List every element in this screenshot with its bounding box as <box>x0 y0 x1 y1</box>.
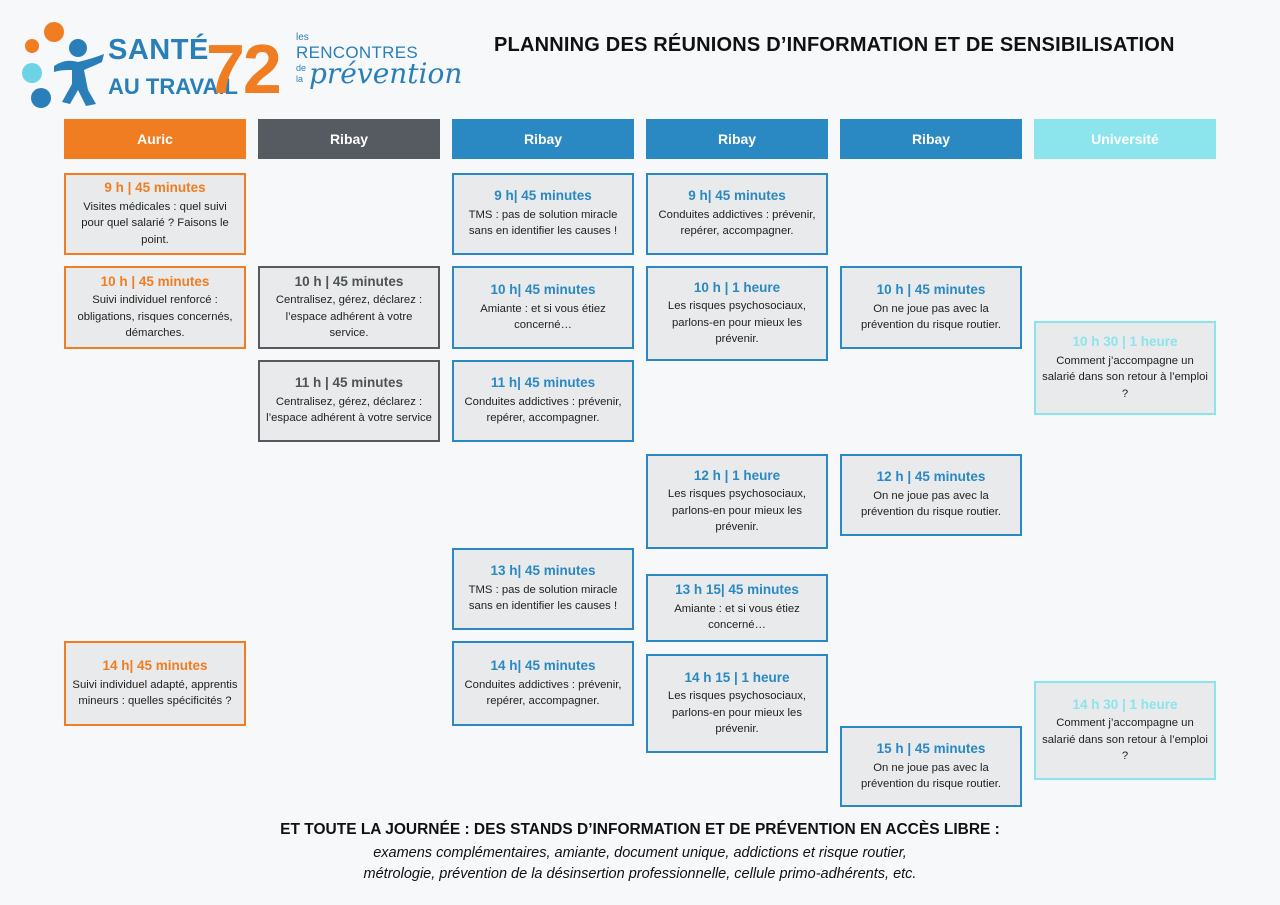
session-desc: Les risques psychosociaux, parlons-en pour mieux les prévenir. <box>667 300 807 346</box>
column-header-auric: Auric <box>64 119 246 159</box>
footer-title: ET TOUTE LA JOURNÉE : DES STANDS D’INFORMATION ET DE PRÉVENTION EN ACCÈS LIBRE : <box>280 821 1000 838</box>
session-time: 15 h | 45 minutes <box>876 740 986 756</box>
session-time: 12 h | 45 minutes <box>876 469 986 485</box>
session-time: 14 h| 45 minutes <box>102 657 208 673</box>
session-time: 11 h| 45 minutes <box>490 375 596 391</box>
session-time: 9 h | 45 minutes <box>104 180 206 195</box>
session-desc: Suivi individuel adapté, apprentis mineurs : quelles spécificités ? <box>72 678 238 707</box>
logo-travail-text: AU TRAVAIL <box>108 74 238 99</box>
logo-sante-text: SANTÉ <box>108 34 209 66</box>
session-card <box>646 574 828 642</box>
column-header-ribay-gray: Ribay <box>258 119 440 159</box>
session-card <box>452 173 634 255</box>
session-desc: TMS : pas de solution miracle sans en identifier les causes ! <box>468 209 618 238</box>
session-card <box>646 654 828 753</box>
rencontres-la: la <box>296 74 304 84</box>
session-desc: Conduites addictives : prévenir, repérer, accompagner. <box>464 678 622 707</box>
session-card <box>840 454 1022 536</box>
session-desc: On ne joue pas avec la prévention du risque routier. <box>860 761 1002 790</box>
session-time: 9 h| 45 minutes <box>688 188 786 204</box>
session-card <box>1034 681 1216 780</box>
session-time: 9 h| 45 minutes <box>494 188 592 204</box>
session-desc: Suivi individuel renforcé : obligations, risques concernés, démarches. <box>77 294 233 340</box>
session-card <box>840 266 1022 349</box>
session-desc: Les risques psychosociaux, parlons-en pour mieux les prévenir. <box>667 488 807 534</box>
session-card <box>1034 321 1216 415</box>
rencontres-text: RENCONTRES <box>296 43 419 62</box>
column-header-ribay-1: Ribay <box>452 119 634 159</box>
session-card <box>840 726 1022 807</box>
session-time: 13 h 15| 45 minutes <box>675 582 799 598</box>
session-card <box>646 266 828 361</box>
session-desc: On ne joue pas avec la prévention du risque routier. <box>860 490 1002 519</box>
session-card <box>646 173 828 255</box>
session-card <box>258 266 440 349</box>
session-card <box>64 266 246 349</box>
session-card <box>452 360 634 442</box>
session-time: 14 h 15 | 1 heure <box>684 669 790 685</box>
page-title: PLANNING DES RÉUNIONS D’INFORMATION ET DE SENSIBILISATION <box>494 34 1175 56</box>
session-time: 10 h | 45 minutes <box>876 281 986 297</box>
logo-dot-blue <box>31 88 51 108</box>
session-time: 10 h 30 | 1 heure <box>1072 334 1178 349</box>
session-card <box>452 266 634 349</box>
rencontres-les: les <box>296 32 309 43</box>
session-desc: Les risques psychosociaux, parlons-en pour mieux les prévenir. <box>667 690 807 736</box>
session-time: 14 h 30 | 1 heure <box>1072 696 1178 712</box>
session-time: 13 h| 45 minutes <box>490 563 596 579</box>
session-time: 12 h | 1 heure <box>693 467 781 483</box>
session-card <box>452 548 634 630</box>
session-time: 10 h | 1 heure <box>693 279 781 295</box>
logo-number: 72 <box>206 30 280 108</box>
session-desc: Comment j’accompagne un salarié dans son retour à l’emploi ? <box>1042 354 1208 400</box>
session-card <box>646 454 828 549</box>
session-desc: Visites médicales : quel suivi pour quel salarié ? Faisons le point. <box>81 200 229 246</box>
session-time: 10 h | 45 minutes <box>100 273 210 289</box>
session-card <box>452 641 634 726</box>
session-card <box>258 360 440 442</box>
session-card <box>64 173 246 255</box>
session-desc: On ne joue pas avec la prévention du risque routier. <box>860 302 1002 331</box>
session-desc: TMS : pas de solution miracle sans en identifier les causes ! <box>468 584 618 613</box>
session-desc: Conduites addictives : prévenir, repérer, accompagner. <box>464 396 622 425</box>
session-desc: Amiante : et si vous étiez concerné… <box>480 302 606 331</box>
session-desc: Conduites addictives : prévenir, repérer, accompagner. <box>658 209 816 238</box>
footer-line-2: métrologie, prévention de la désinsertion professionnelle, cellule primo-adhérents, etc. <box>363 866 917 882</box>
session-card <box>64 641 246 726</box>
logo-figure-icon <box>50 38 106 108</box>
column-header-ribay-3: Ribay <box>840 119 1022 159</box>
logo-dot-cyan <box>22 63 42 83</box>
session-time: 14 h| 45 minutes <box>490 657 596 673</box>
column-header-ribay-2: Ribay <box>646 119 828 159</box>
session-desc: Amiante : et si vous étiez concerné… <box>674 603 800 632</box>
logo-dot-orange-small <box>25 39 39 53</box>
session-desc: Centralisez, gérez, déclarez : l’espace adhérent à votre service <box>266 396 432 425</box>
session-time: 10 h | 45 minutes <box>294 273 404 289</box>
footer-line-1: examens complémentaires, amiante, document unique, addictions et risque routier, <box>373 845 907 861</box>
session-time: 11 h | 45 minutes <box>294 375 404 391</box>
rencontres-prevention: prévention <box>309 57 463 90</box>
column-header-universite: Université <box>1034 119 1216 159</box>
session-desc: Centralisez, gérez, déclarez : l’espace adhérent à votre service. <box>275 294 423 340</box>
session-desc: Comment j’accompagne un salarié dans son retour à l’emploi ? <box>1042 717 1208 763</box>
rencontres-de: de <box>296 63 307 73</box>
session-time: 10 h| 45 minutes <box>490 281 596 297</box>
